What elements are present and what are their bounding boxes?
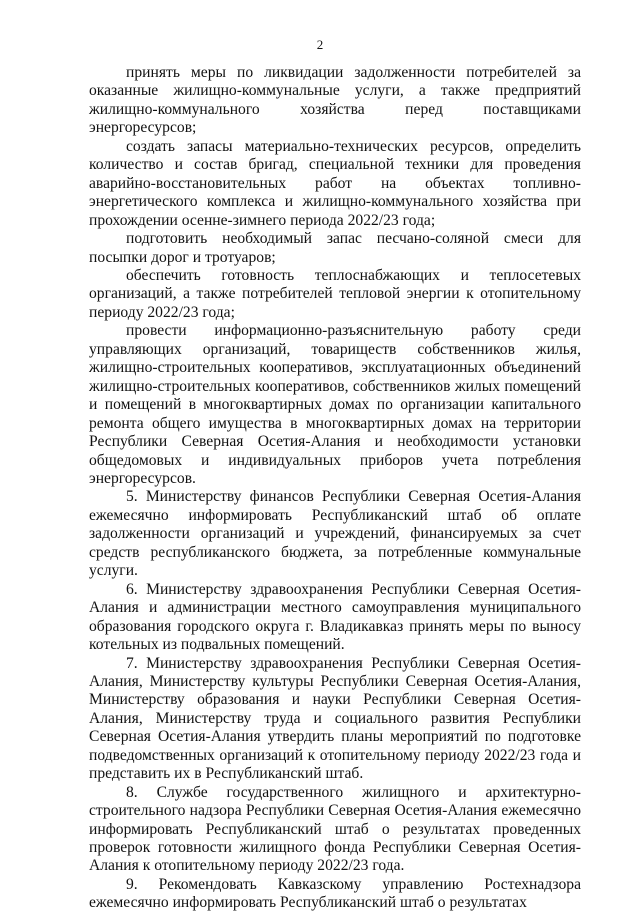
paragraph-debt-liquidation: принять меры по ликвидации задолженности потребителей за оказанные жилищно-коммунальные услуги, а также предприятий жилищно-коммунального хозяйства перед поставщиками энергоресурсов; (89, 64, 581, 137)
paragraph-item-7: 7. Министерству здравоохранения Республики Северная Осетия-Алания, Министерству культуры Республики Северная Осетия-Алания, Министерству образования и науки Республики Северная Осетия-Алания, Министерству труда и социального развития Республики Северная Осетия-Алания утвердить планы мероприятий по подготовке подведомственных организаций к отопительному периоду 2022/23 года и представить их в Республиканский штаб. (89, 654, 581, 783)
paragraph-item-9: 9. Рекомендовать Кавказскому управлению Ростехнадзора ежемесячно информировать Республиканский штаб о результатах (89, 875, 581, 912)
paragraph-information-work: провести информационно-разъяснительную работу среди управляющих организаций, товариществ собственников жилья, жилищно-строительных кооперативов, эксплуатационных объединений жилищно-строительных кооперативов, собственников жилых помещений и помещений в многоквартирных домах по организации капитального ремонта общего имущества в многоквартирных домах на территории Республики Северная Осетия-Алания и необходимости установки общедомовых и индивидуальных приборов учета потребления энергоресурсов. (89, 322, 581, 487)
paragraph-sand-salt-mixture: подготовить необходимый запас песчано-соляной смеси для посыпки дорог и тротуаров; (89, 230, 581, 266)
paragraph-material-reserves: создать запасы материально-технических ресурсов, определить количество и состав бригад, специальной техники для проведения аварийно-восстановительных работ на объектах топливно-энергетического комплекса и жилищно-коммунального хозяйства при прохождении осенне-зимнего периода 2022/23 года; (89, 137, 581, 229)
paragraph-item-8: 8. Службе государственного жилищного и архитектурно-строительного надзора Республики Северная Осетия-Алания ежемесячно информировать Республиканский штаб о результатах проведенных проверок готовности жилищного фонда Республики Северная Осетия-Алания к отопительному периоду 2022/23 года. (89, 783, 581, 875)
document-body (89, 64, 581, 913)
paragraph-heat-supply-readiness: обеспечить готовность теплоснабжающих и теплосетевых организаций, а также потребителей тепловой энергии к отопительному периоду 2022/23 года; (89, 266, 581, 321)
paragraph-item-5: 5. Министерству финансов Республики Северная Осетия-Алания ежемесячно информировать Республиканский штаб об оплате задолженности организаций и учреждений, финансируемых за счет средств республиканского бюджета, за потребленные коммунальные услуги. (89, 488, 581, 580)
page-number: 2 (316, 37, 324, 52)
paragraph-item-6: 6. Министерству здравоохранения Республики Северная Осетия-Алания и администрации местного самоуправления муниципального образования городского округа г. Владикавказ принять меры по выносу котельных из подвальных помещений. (89, 580, 581, 654)
